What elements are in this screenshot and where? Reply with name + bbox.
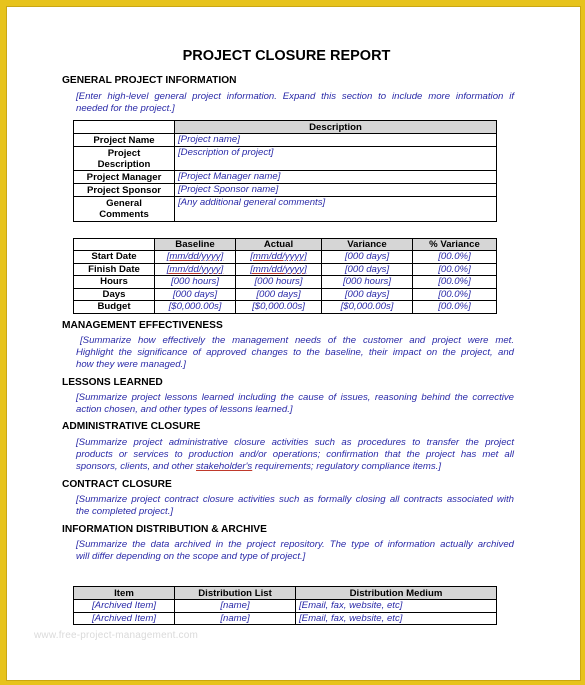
baseline-cell[interactable]: [mm/dd/yyyy] [155,251,236,264]
baseline-header: Baseline [155,239,236,251]
actual-cell[interactable]: [000 days] [236,288,322,301]
baseline-cell[interactable]: [000 hours] [155,276,236,289]
management-text [80,335,514,347]
item-header: Item [74,587,175,600]
actual-cell[interactable]: [$0,000.00s] [236,301,322,314]
distribution-text [76,539,514,563]
lessons-line: action chosen, and other types of lessons learned.] [76,404,293,415]
metric-label: Budget [74,301,155,314]
row-value[interactable]: [Description of project] [175,147,497,171]
row-value[interactable]: [Project Manager name] [175,171,497,184]
row-label: General Comments [74,197,175,222]
actual-cell[interactable]: [mm/dd/yyyy] [236,251,322,264]
metric-label: Finish Date [74,263,155,276]
metric-label: Days [74,288,155,301]
variance-cell[interactable]: [000 days] [322,263,413,276]
table-corner [74,239,155,251]
row-label: Project Description [74,147,175,171]
variance-cell[interactable]: [$0,000.00s] [322,301,413,314]
distribution-line: [Summarize the data archived in the project repository. The type of information actually archived [76,539,514,550]
distribution-list-header: Distribution List [175,587,296,600]
general-intro-line: needed for the project.] [76,103,175,114]
lessons-line: [Summarize project lessons learned including the cause of issues, reasoning behind the corrective [76,392,514,403]
row-value[interactable]: [Project Sponsor name] [175,184,497,197]
page-title: PROJECT CLOSURE REPORT [182,48,391,64]
row-value[interactable]: [Any additional general comments] [175,197,497,222]
contract-text [76,494,514,518]
variance-header: Variance [322,239,413,251]
actual-cell[interactable]: [000 hours] [236,276,322,289]
general-heading: GENERAL PROJECT INFORMATION [62,75,237,86]
management-text-cont [76,347,514,371]
archived-item-cell[interactable]: [Archived Item] [74,612,175,625]
admin-line: [Summarize project administrative closure activities such as procedures to transfer the project [76,437,514,448]
archived-item-cell[interactable]: [Archived Item] [74,600,175,613]
admin-text [76,437,514,473]
lessons-text [76,392,514,416]
pct-variance-cell[interactable]: [00.0%] [413,251,497,264]
pct-variance-cell[interactable]: [00.0%] [413,288,497,301]
pct-variance-header: % Variance [413,239,497,251]
row-label: Project Name [74,134,175,147]
metrics-table [73,238,497,314]
distribution-medium-header: Distribution Medium [296,587,497,600]
admin-heading: ADMINISTRATIVE CLOSURE [62,421,201,432]
general-intro-line: [Enter high-level general project information. Expand this section to include more information if [76,91,514,102]
metric-label: Hours [74,276,155,289]
management-line: how they were managed.] [76,359,186,370]
lessons-heading: LESSONS LEARNED [62,377,163,388]
distribution-list-cell[interactable]: [name] [175,600,296,613]
contract-line: the completed project.] [76,506,174,517]
general-info-table [73,120,497,222]
management-line: [Summarize how effectively the management needs of the customer and project were met. [80,335,514,346]
pct-variance-cell[interactable]: [00.0%] [413,301,497,314]
description-header: Description [175,121,497,134]
distribution-list-cell[interactable]: [name] [175,612,296,625]
distribution-medium-cell[interactable]: [Email, fax, website, etc] [296,612,497,625]
management-line: Highlight the significance of approved changes to the baseline, their impact on the project, and [76,347,514,358]
watermark: www.free-project-management.com [34,630,199,641]
actual-header: Actual [236,239,322,251]
table-corner [74,121,175,134]
management-heading: MANAGEMENT EFFECTIVENESS [62,320,223,331]
admin-line: products or services to production and/or operations; confirmation that the project has met all [76,449,514,460]
baseline-cell[interactable]: [mm/dd/yyyy] [155,263,236,276]
metric-label: Start Date [74,251,155,264]
row-value[interactable]: [Project name] [175,134,497,147]
row-label: Project Manager [74,171,175,184]
variance-cell[interactable]: [000 hours] [322,276,413,289]
contract-heading: CONTRACT CLOSURE [62,479,172,490]
baseline-cell[interactable]: [$0,000.00s] [155,301,236,314]
admin-line: sponsors, clients, and other stakeholder's requirements; regulatory compliance items.] [76,461,441,472]
distribution-table [73,586,497,625]
pct-variance-cell[interactable]: [00.0%] [413,263,497,276]
actual-cell[interactable]: [mm/dd/yyyy] [236,263,322,276]
distribution-line: will differ depending on the scope and type of project.] [76,551,306,562]
variance-cell[interactable]: [000 days] [322,251,413,264]
pct-variance-cell[interactable]: [00.0%] [413,276,497,289]
variance-cell[interactable]: [000 days] [322,288,413,301]
distribution-heading: INFORMATION DISTRIBUTION & ARCHIVE [62,524,267,535]
general-intro [76,91,514,115]
row-label: Project Sponsor [74,184,175,197]
baseline-cell[interactable]: [000 days] [155,288,236,301]
contract-line: [Summarize project contract closure activities such as formally closing all contracts associated with [76,494,514,505]
distribution-medium-cell[interactable]: [Email, fax, website, etc] [296,600,497,613]
